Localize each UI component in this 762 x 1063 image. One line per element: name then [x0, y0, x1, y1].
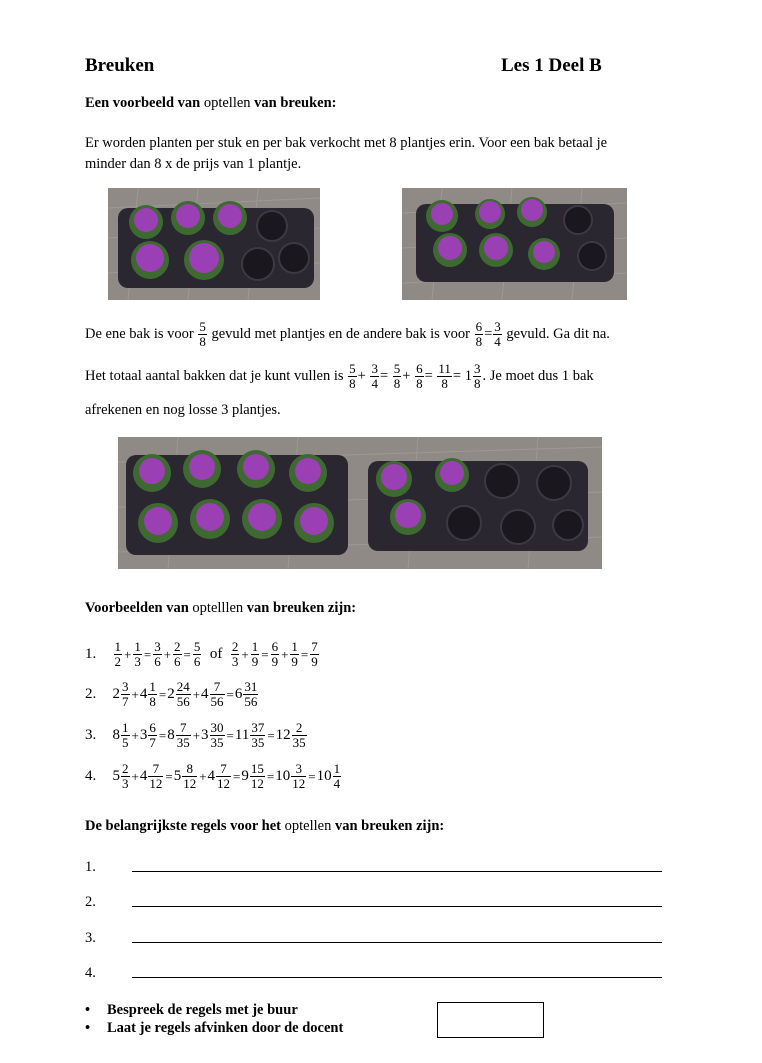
sentence2-line2: afrekenen en nog losse 3 plantjes.	[85, 402, 281, 418]
equals-sign: =	[379, 367, 389, 384]
bullet-icon: •	[85, 1020, 91, 1036]
page-title: Breuken	[85, 55, 155, 76]
intro-line-1: Er worden planten per stuk en per bak verkocht met 8 plantjes erin. Voor een bak betaal je	[85, 135, 608, 151]
fraction: $\frac{3}{8}$	[473, 361, 481, 391]
sentence1-part2: gevuld met plantjes en de andere bak is voor	[211, 325, 470, 342]
fraction: $\frac{11}{8}$	[438, 361, 451, 391]
fraction: $\frac{6}{8}$	[416, 361, 423, 391]
rule-number: 3.	[85, 930, 96, 946]
rule-number: 2.	[85, 894, 96, 910]
rule-answer-line[interactable]	[132, 977, 662, 978]
sentence-fill-fractions	[85, 320, 610, 349]
examples-heading-part3: van breuken zijn:	[246, 600, 357, 616]
sentence1-part1: De ene bak is voor	[85, 325, 194, 342]
fraction: $\frac{5}{8}$	[393, 361, 401, 391]
rule-answer-line[interactable]	[132, 942, 662, 943]
example-number: 2.	[85, 686, 97, 702]
examples-heading	[85, 598, 356, 619]
bullet-text: Bespreek de regels met je buur	[107, 1002, 298, 1018]
photo-two-trays	[118, 437, 602, 569]
rule-number: 1.	[85, 859, 96, 875]
bullet-check	[85, 1020, 343, 1037]
plus-sign: +	[357, 367, 366, 384]
example-1: 1. $\frac{1}{2}$ + $\frac{1}{3}$ = $\frac{3}{6}$ + $\frac{2}{6}$ = $\frac{5}{6}$ of $\frac{2}{3}$ + $\frac{1}{9}$ = $\frac{6}{9}$ + $\frac{1}{9}$ = $\frac{7}{9}$	[85, 639, 318, 669]
whole-number: 1	[464, 367, 472, 384]
teacher-check-box[interactable]	[437, 1002, 544, 1038]
rule-answer-line[interactable]	[132, 871, 662, 872]
intro-heading-part1: Een voorbeeld van	[85, 95, 201, 111]
rules-heading-part3: van breuken zijn:	[334, 818, 445, 834]
example-number: 1.	[85, 646, 97, 662]
intro-line-2: minder dan 8 x de prijs van 1 plantje.	[85, 156, 302, 172]
equals-sign: =	[424, 367, 433, 384]
fraction: $\frac{5}{8}$	[349, 361, 356, 391]
intro-heading	[85, 93, 337, 114]
intro-text	[85, 133, 685, 175]
equals-sign: =	[452, 367, 462, 384]
example-4: 4. 5 $\frac{2}{3}$ +4 $\frac{7}{12}$ =5 $\frac{8}{12}$ +4 $\frac{7}{12}$ =9 $\frac{15}{12}$ =10 $\frac{3}{12}$ =10 $\frac{1}{4}$	[85, 761, 341, 791]
intro-heading-part2: optellen	[203, 95, 251, 111]
fraction: $\frac{5}{8}$	[199, 319, 206, 349]
equals-sign: =	[484, 325, 493, 342]
rules-heading-part2: optellen	[284, 818, 332, 834]
plus-sign: +	[402, 367, 411, 384]
examples-heading-part2: optelllen	[192, 600, 244, 616]
fraction: $\frac{3}{4}$	[494, 319, 501, 349]
sentence-total-sum	[85, 362, 594, 391]
photo-tray-five-eighths	[108, 188, 320, 300]
intro-heading-part3: van breuken:	[254, 95, 337, 111]
sentence2-part2: . Je moet dus 1 bak	[482, 367, 594, 384]
example-number: 4.	[85, 768, 97, 784]
rules-heading	[85, 816, 444, 837]
bullet-text: Laat je regels afvinken door de docent	[107, 1020, 344, 1036]
fraction: $\frac{3}{4}$	[371, 361, 378, 391]
example-number: 3.	[85, 727, 97, 743]
photo-tray-six-eighths	[402, 188, 627, 300]
example-of-word: of	[209, 646, 223, 662]
example-2: 2. 2 $\frac{3}{7}$ +4 $\frac{1}{8}$ =2 $\frac{24}{56}$ +4 $\frac{7}{56}$ =6 $\frac{31}{56}$	[85, 679, 258, 709]
lesson-label: Les 1 Deel B	[501, 55, 602, 76]
examples-heading-part1: Voorbeelden van	[85, 600, 189, 616]
example-3: 3. 8 $\frac{1}{5}$ +3 $\frac{6}{7}$ =8 $\frac{7}{35}$ +3 $\frac{30}{35}$ =11 $\frac{37}{35}$ =12 $\frac{2}{35}$	[85, 720, 306, 750]
sentence2-part1: Het totaal aantal bakken dat je kunt vullen is	[85, 367, 344, 384]
bullet-icon: •	[85, 1002, 91, 1018]
bullet-discuss	[85, 1002, 298, 1019]
rule-number: 4.	[85, 965, 96, 981]
rule-answer-line[interactable]	[132, 906, 662, 907]
fraction: $\frac{6}{8}$	[475, 319, 483, 349]
rules-heading-part1: De belangrijkste regels voor het	[85, 818, 281, 834]
sentence1-part3: gevuld. Ga dit na.	[506, 325, 610, 342]
